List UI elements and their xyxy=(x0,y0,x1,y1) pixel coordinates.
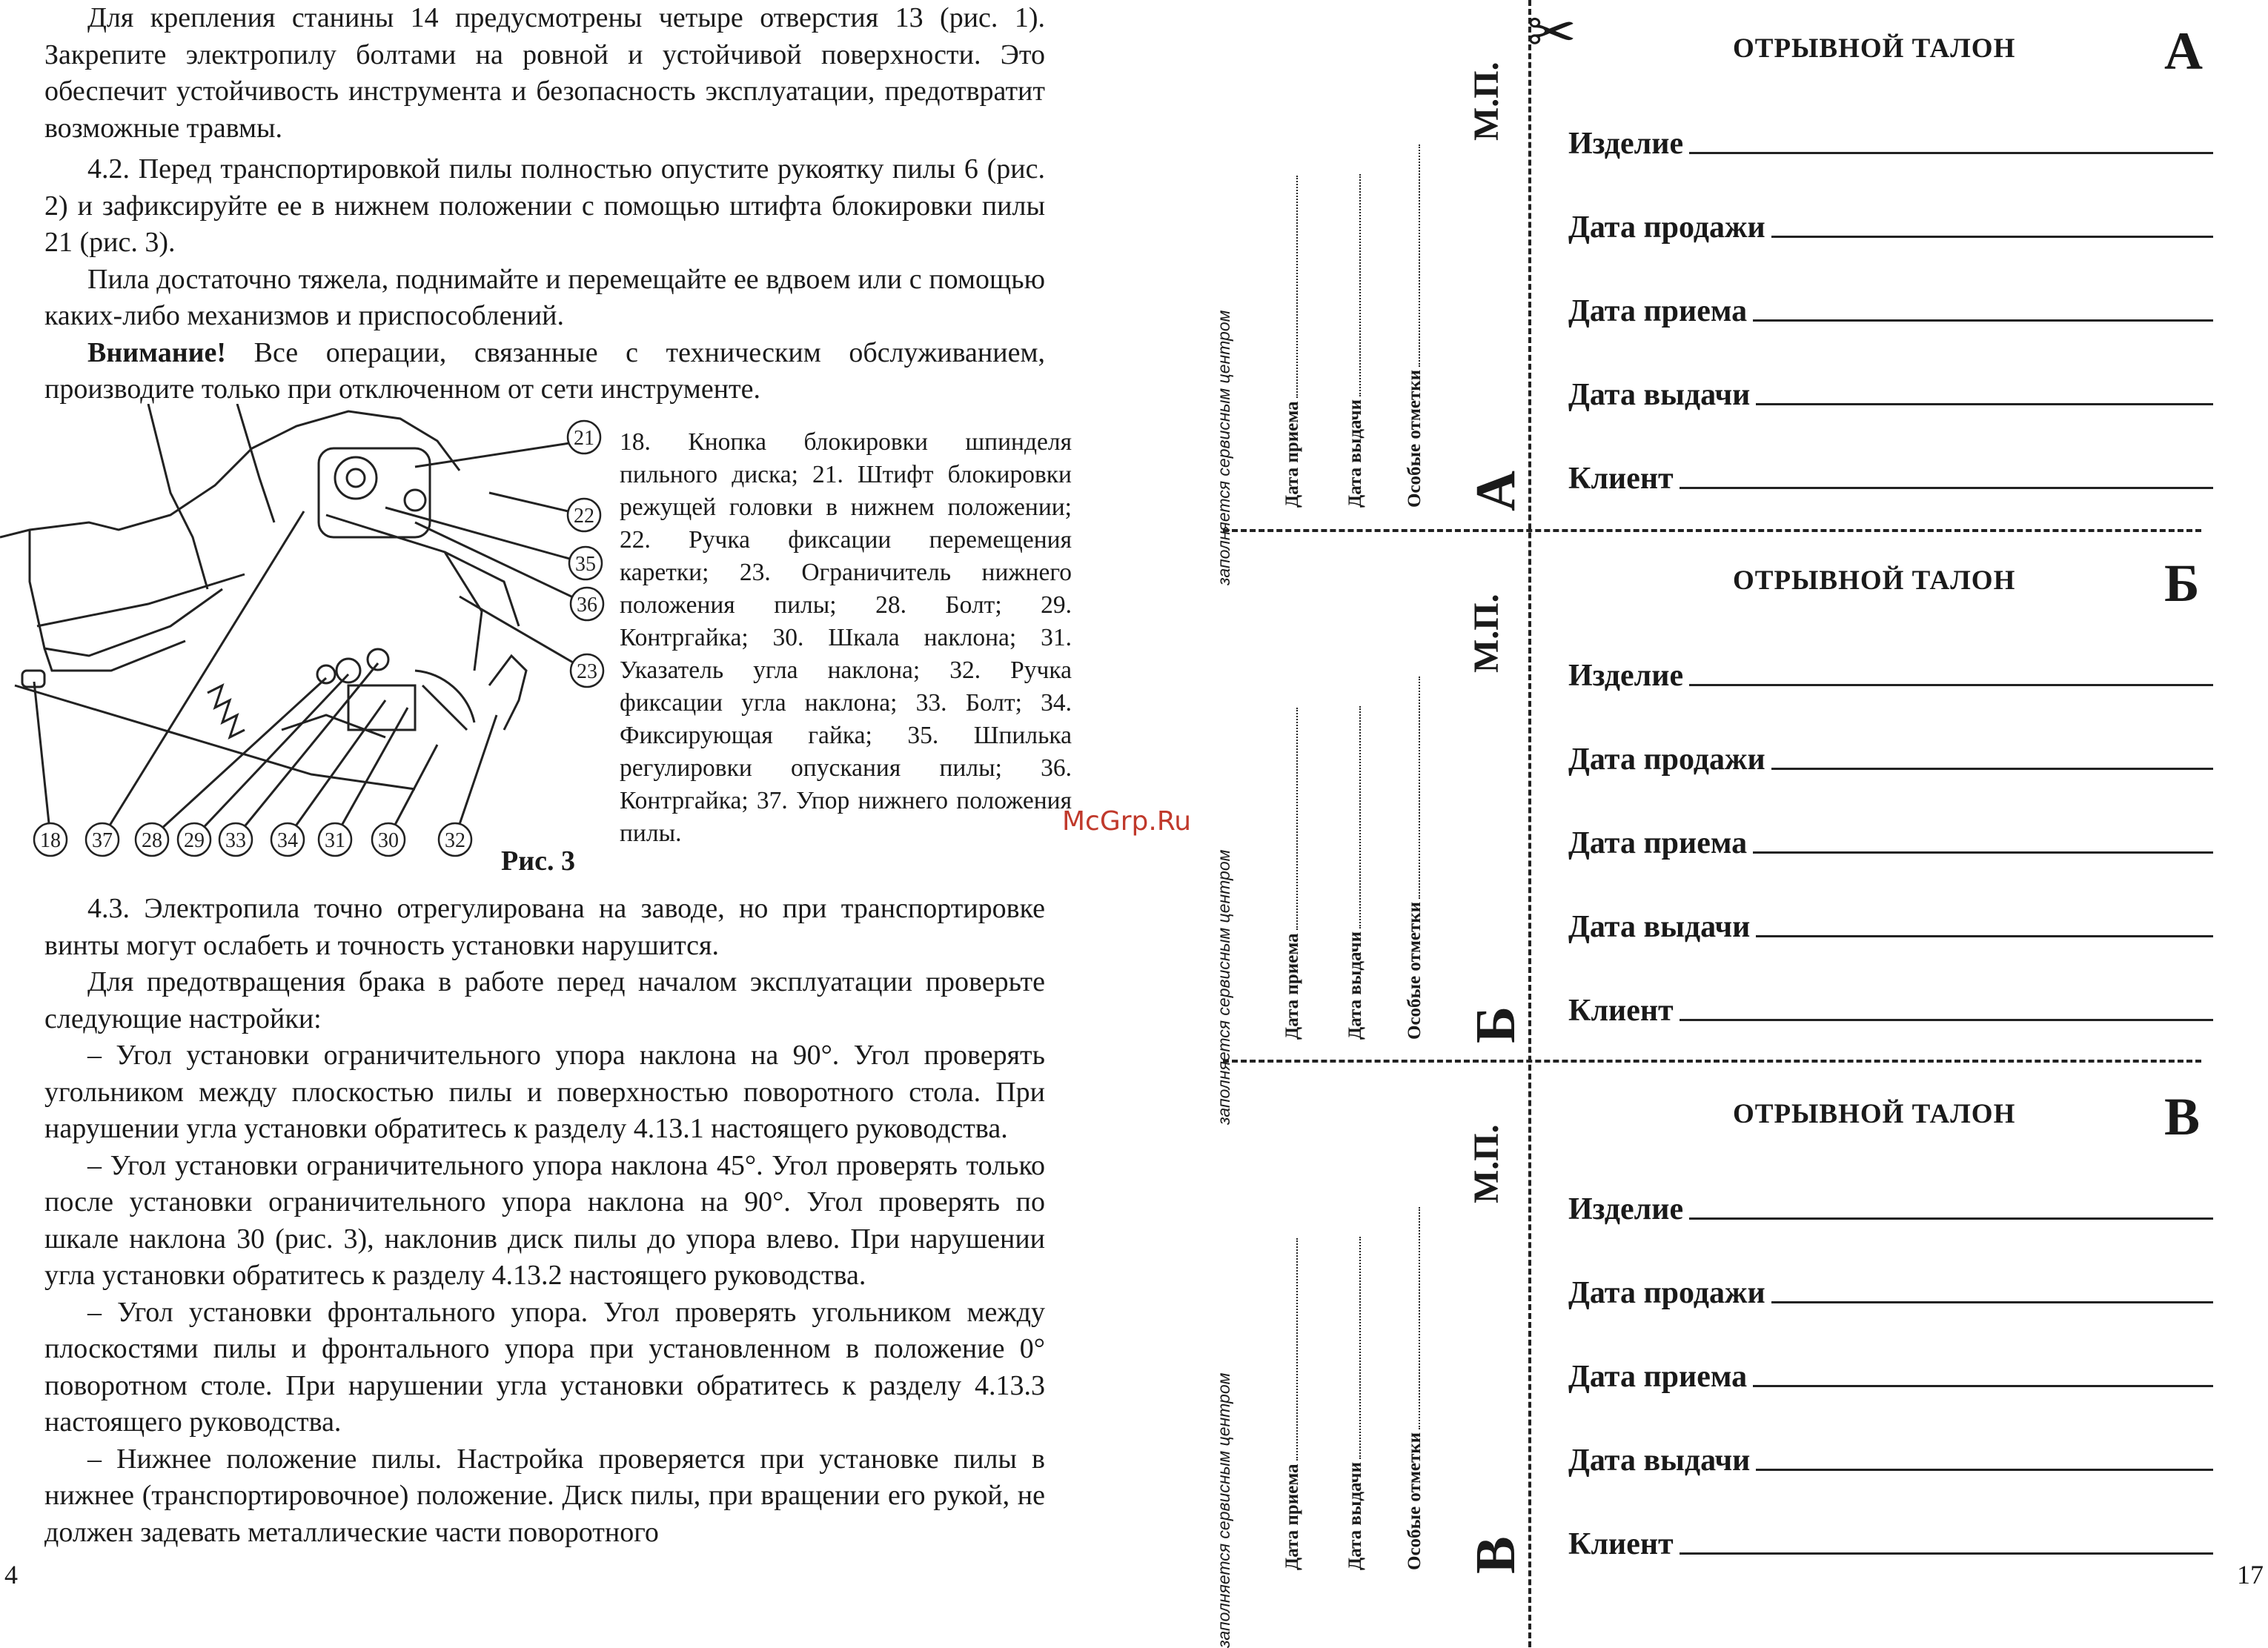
callout-label-28: 28 xyxy=(142,829,162,852)
coupon-field-product[interactable]: Изделие xyxy=(1568,1192,2228,1227)
paragraph-check: Для предотвращения брака в работе перед началом эксплуатации проверьте следующие настройки: xyxy=(44,966,1045,1034)
warning-text: Все операции, связанные с техническим обслуживанием, производите только при отключенном от сети инструменте. xyxy=(44,336,1045,405)
coupon-field-sale-date[interactable]: Дата продажи xyxy=(1568,1275,2228,1311)
page-number-right: 17 xyxy=(2237,1560,2264,1589)
coupon-title: ОТРЫВНОЙ ТАЛОН xyxy=(1733,33,2016,64)
stub-letter: Б xyxy=(1465,1006,1527,1043)
callout-label-31: 31 xyxy=(325,829,345,852)
coupon-field-sale-date[interactable]: Дата продажи xyxy=(1568,742,2228,777)
paragraph-fence: – Угол установки фронтального упора. Угол проверять угольником между плоскостями пилы и фронтального упора при установленном в положение 0° поворотном столе. При нарушении угла установки обратитесь к разделу 4.13.3 настоящего руководства. xyxy=(44,1296,1045,1438)
paragraph-warning xyxy=(44,335,1045,408)
paragraph-angle-90: – Угол установки ограничительного упора наклона на 90°. Угол проверять угольником между плоскостью пилы и поверхностью поворотного стола. При нарушении угла установки обратитесь к разделу 4.13.1 настоящего руководства. xyxy=(44,1040,1045,1144)
stub-field: Дата выдачи xyxy=(1345,1237,1366,1570)
paragraph-factory: 4.3. Электропила точно отрегулирована на заводе, но при транспортировке винты могут ослабеть и точность установки нарушится. xyxy=(44,893,1045,961)
page-number-left: 4 xyxy=(4,1560,18,1589)
paragraph-transport: 4.2. Перед транспортировкой пилы полностью опустите рукоятку пилы 6 (рис. 2) и зафиксируйте ее в нижнем положении с помощью штифта блокировки пилы 21 (рис. 3). xyxy=(44,153,1045,258)
coupon-letter: А xyxy=(2164,21,2203,81)
callout-label-36: 36 xyxy=(577,594,597,617)
callout-label-29: 29 xyxy=(184,829,205,852)
callout-label-34: 34 xyxy=(277,829,298,852)
coupon-title: ОТРЫВНОЙ ТАЛОН xyxy=(1733,1099,2016,1129)
coupon-field-issue-date[interactable]: Дата выдачи xyxy=(1568,909,2228,945)
callout-label-18: 18 xyxy=(40,829,61,852)
stub-service-note: заполняется сервисным центром xyxy=(1214,1372,1233,1648)
coupon-field-receive-date[interactable]: Дата приема xyxy=(1568,1359,2228,1395)
figure-legend: 18. Кнопка блокировки шпинделя пильного диска; 21. Штифт блокировки режущей головки в нижнем положении; 22. Ручка фиксации перемещения каретки; 23. Ограничитель нижнего положения пилы; 28. Болт; 29. Контргайка; 30. Шкала наклона; 31. Указатель угла наклона; 32. Ручка фиксации угла наклона; 33. Болт; 34. Фиксирующая гайка; 35. Шпилька регулировки опускания пилы; 36. Контргайка; 37. Упор нижнего положения пилы. xyxy=(620,428,1072,847)
coupon-letter: Б xyxy=(2164,554,2200,613)
stub-field: Дата приема xyxy=(1282,176,1303,508)
stub-field: Особые отметки xyxy=(1405,1207,1425,1570)
paragraph-angle-45: – Угол установки ограничительного упора наклона 45°. Угол проверять только после установки ограничительного упора наклона на 90°. Угол проверять по шкале наклона 30 (рис. 3), наклонив диск пилы до упора влево. При нарушении угла установки обратитесь к разделу 4.13.2 настоящего руководства. xyxy=(44,1149,1045,1291)
callout-label-21: 21 xyxy=(574,427,594,450)
coupon-field-client[interactable]: Клиент xyxy=(1568,1526,2228,1562)
coupon-field-receive-date[interactable]: Дата приема xyxy=(1568,825,2228,861)
callout-label-32: 32 xyxy=(445,829,465,852)
stub-letter: В xyxy=(1465,1536,1527,1574)
stub-field: Дата приема xyxy=(1282,708,1303,1040)
coupon-field-product[interactable]: Изделие xyxy=(1568,126,2228,162)
stub-b xyxy=(1186,532,1534,1125)
stub-field: Особые отметки xyxy=(1405,144,1425,508)
coupon-a xyxy=(1542,22,2209,548)
coupon-letter: В xyxy=(2164,1087,2201,1146)
saw-diagram xyxy=(0,404,615,878)
coupon-field-issue-date[interactable]: Дата выдачи xyxy=(1568,1443,2228,1478)
left-page-top-text xyxy=(44,0,1045,408)
watermark: McGrp.Ru xyxy=(1062,806,1192,837)
stub-field: Дата выдачи xyxy=(1345,174,1366,508)
coupon-field-issue-date[interactable]: Дата выдачи xyxy=(1568,377,2228,413)
stub-letter: А xyxy=(1465,471,1527,511)
coupon-b xyxy=(1542,554,2209,1080)
callout-label-37: 37 xyxy=(92,829,113,852)
stub-field: Дата приема xyxy=(1282,1238,1303,1570)
paragraph-lower-position: – Нижнее положение пилы. Настройка проверяется при установке пилы в нижнее (транспортировочное) положение. Диск пилы, при вращении его рукой, не должен задевать металлические части поворотного xyxy=(44,1443,1045,1548)
stub-stamp: М.П. xyxy=(1467,62,1506,141)
callout-label-33: 33 xyxy=(225,829,246,852)
scissors-icon: ✂ xyxy=(1527,0,1577,67)
coupon-field-client[interactable]: Клиент xyxy=(1568,461,2228,496)
stub-stamp: М.П. xyxy=(1467,1124,1506,1203)
coupon-field-receive-date[interactable]: Дата приема xyxy=(1568,293,2228,329)
warning-label: Внимание! xyxy=(87,336,227,368)
stub-stamp: М.П. xyxy=(1467,594,1506,673)
callout-label-30: 30 xyxy=(378,829,399,852)
left-page-bottom-text xyxy=(44,891,1045,1551)
stub-field: Дата выдачи xyxy=(1345,706,1366,1040)
coupon-field-sale-date[interactable]: Дата продажи xyxy=(1568,210,2228,245)
coupon-field-client[interactable]: Клиент xyxy=(1568,993,2228,1029)
coupon-c xyxy=(1542,1088,2209,1614)
figure-caption: Рис. 3 xyxy=(501,845,575,877)
callout-label-23: 23 xyxy=(577,660,597,683)
stub-c xyxy=(1186,1063,1534,1648)
stub-service-note: заполняется сервисным центром xyxy=(1214,849,1233,1125)
coupon-title: ОТРЫВНОЙ ТАЛОН xyxy=(1733,565,2016,596)
stub-a xyxy=(1186,0,1534,585)
coupon-field-product[interactable]: Изделие xyxy=(1568,658,2228,694)
callout-label-35: 35 xyxy=(575,553,596,576)
paragraph-mounting: Для крепления станины 14 предусмотрены четыре отверстия 13 (рис. 1). Закрепите электропилу болтами на ровной и устойчивой поверхности. Это обеспечит устойчивость инструмента и безопасность эксплуатации, предотвратит возможные травмы. xyxy=(44,2,1045,144)
paragraph-heavy: Пила достаточно тяжела, поднимайте и перемещайте ее вдвоем или с помощью каких-либо механизмов и приспособлений. xyxy=(44,263,1045,331)
callout-label-22: 22 xyxy=(574,505,594,528)
stub-service-note: заполняется сервисным центром xyxy=(1214,310,1233,585)
stub-field: Особые отметки xyxy=(1405,677,1425,1040)
